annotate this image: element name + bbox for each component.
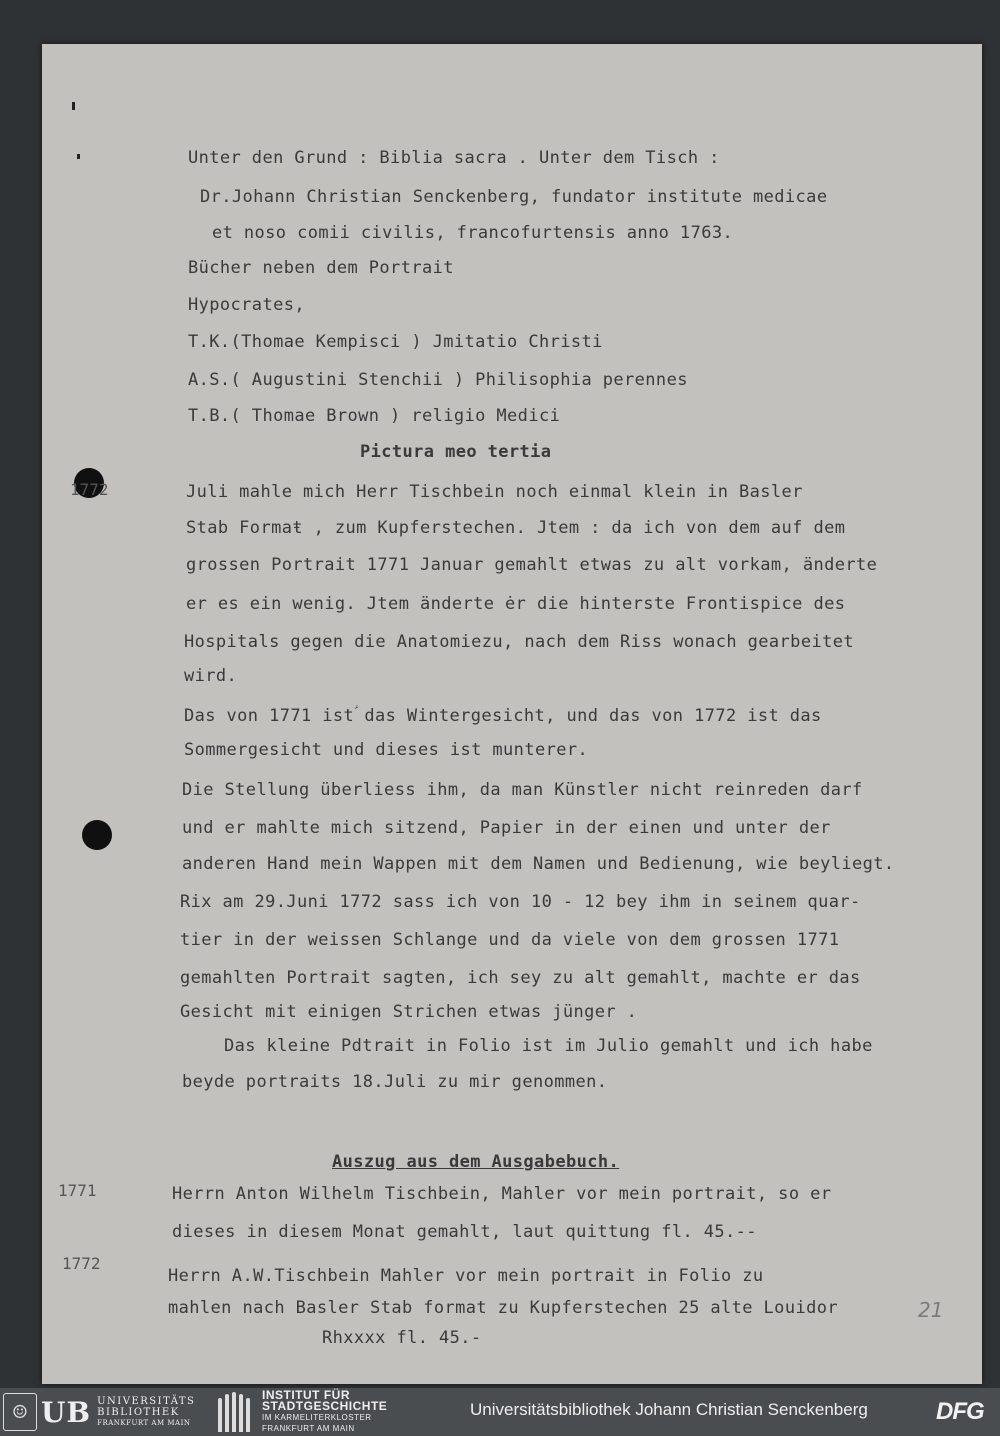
isg-line: IM KARMELITERKLOSTER: [262, 1413, 372, 1422]
isg-line: FRANKFURT AM MAIN: [262, 1424, 355, 1433]
margin-mark: [77, 154, 80, 159]
footer-title[interactable]: Universitätsbibliothek Johann Christian Senckenberg: [470, 1400, 868, 1419]
text-line: Hospitals gegen die Anatomiezu, nach dem Riss wonach gearbeitet: [184, 632, 854, 652]
text-line: wird.: [184, 666, 238, 686]
entry-line: Rhxxxx fl. 45.-: [322, 1328, 482, 1348]
entry-line: Herrn Anton Wilhelm Tischbein, Mahler vor mein portrait, so er: [172, 1184, 832, 1204]
dfg-logo[interactable]: DFG: [936, 1398, 984, 1425]
punch-hole-bottom: [82, 820, 112, 850]
entry-year: 1772: [62, 1254, 101, 1273]
arches-icon: [218, 1392, 252, 1432]
text-line: anderen Hand mein Wappen mit dem Namen und Bedienung, wie beyliegt.: [182, 854, 895, 874]
section-title: Pictura meo tertia: [360, 442, 552, 462]
text-line: Das von 1771 istؑ das Wintergesicht, und das von 1772 ist das: [184, 706, 822, 726]
text-line: Rix am 29.Juni 1772 sass ich von 10 - 12 bey ihm in seinem quar-: [180, 892, 861, 912]
typewritten-page: [42, 44, 982, 1384]
footer-bar: [0, 1388, 1000, 1436]
page-number: 21: [918, 1298, 944, 1322]
entry-line: mahlen nach Basler Stab format zu Kupferstechen 25 alte Louidor: [168, 1298, 838, 1318]
ub-logo[interactable]: [0, 1392, 195, 1432]
text-line: T.B.( Thomae Brown ) religio Medici: [188, 406, 561, 426]
isg-logo[interactable]: [218, 1388, 388, 1433]
text-line: et noso comii civilis, francofurtensis anno 1763.: [212, 223, 734, 243]
entry-line: dieses in diesem Monat gemahlt, laut quittung fl. 45.--: [172, 1222, 757, 1242]
text-line: tier in der weissen Schlange und da viele von dem grossen 1771: [180, 930, 840, 950]
text-line: Stab Formaŧ , zum Kupferstechen. Jtem : da ich von dem auf dem: [186, 518, 846, 538]
margin-number: 1772: [70, 480, 109, 499]
text-line: beyde portraits 18.Juli zu mir genommen.: [182, 1072, 608, 1092]
entry-year: 1771: [58, 1181, 97, 1200]
portrait-seal-icon: ☺: [3, 1393, 37, 1431]
text-line: grossen Portrait 1771 Januar gemahlt etwas zu alt vorkam, änderte: [186, 555, 878, 575]
isg-line: STADTGESCHICHTE: [262, 1399, 388, 1413]
text-line: T.K.(Thomae Kempisci ) Jmitatio Christi: [188, 332, 603, 352]
text-line: Gesicht mit einigen Strichen etwas jünger .: [180, 1002, 638, 1022]
isg-line: INSTITUT FÜR: [262, 1388, 350, 1402]
text-line: Sommergesicht und dieses ist munterer.: [184, 740, 589, 760]
ub-line: BIBLIOTHEK: [97, 1406, 180, 1418]
margin-mark: [72, 102, 75, 110]
text-line: A.S.( Augustini Stenchii ) Philisophia perennes: [188, 370, 688, 390]
section-heading: Auszug aus dem Ausgabebuch.: [332, 1152, 620, 1172]
text-line: und er mahlte mich sitzend, Papier in der einen und unter der: [182, 818, 831, 838]
text-line: Unter den Grund : Biblia sacra . Unter dem Tisch :: [188, 148, 720, 168]
text-line: Die Stellung überliess ihm, da man Künstler nicht reinreden darf: [182, 780, 863, 800]
text-line: Juli mahle mich Herr Tischbein noch einmal klein in Basler: [186, 482, 803, 502]
entry-line: Herrn A.W.Tischbein Mahler vor mein portrait in Folio zu: [168, 1266, 764, 1286]
text-line: Das kleine Pdtrait in Folio ist im Julio gemahlt und ich habe: [224, 1036, 873, 1056]
text-line: Dr.Johann Christian Senckenberg, fundator institute medicae: [200, 187, 828, 207]
text-line: er es ein wenig. Jtem änderte ėr die hinterste Frontispice des: [186, 594, 846, 614]
text-line: Bücher neben dem Portrait: [188, 258, 454, 278]
ub-line: UNIVERSITÄTS: [97, 1395, 196, 1407]
ub-line: FRANKFURT AM MAIN: [97, 1418, 191, 1427]
text-line: Hypocrates,: [188, 295, 305, 315]
ub-letters: UB: [41, 1395, 92, 1429]
text-line: gemahlten Portrait sagten, ich sey zu alt gemahlt, machte er das: [180, 968, 861, 988]
